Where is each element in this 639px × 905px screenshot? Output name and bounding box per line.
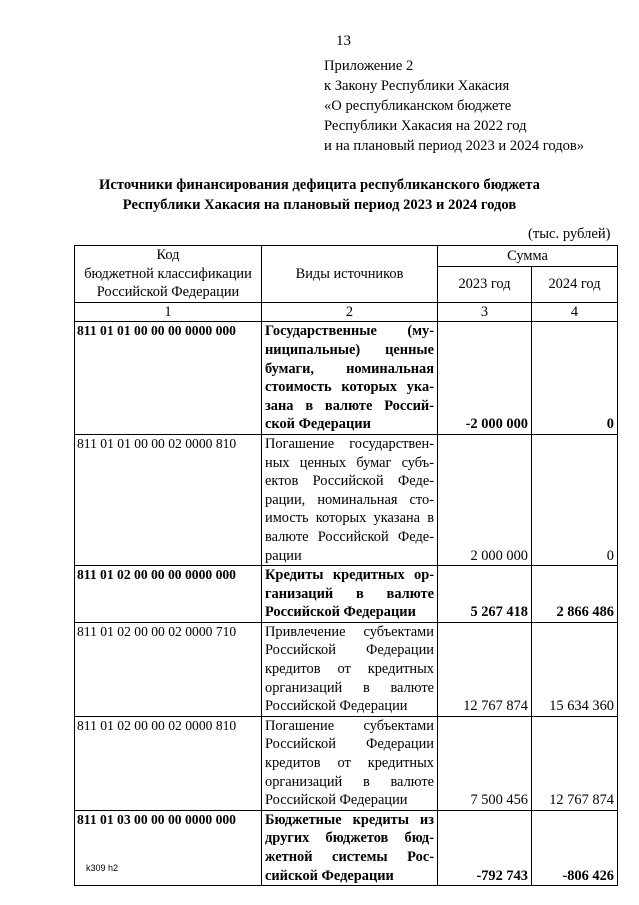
appendix-line: и на плановый период 2023 и 2024 годов» bbox=[324, 138, 585, 154]
desc-line: Государственные (му- bbox=[265, 323, 434, 340]
desc-line: Российской Федерации bbox=[265, 698, 408, 715]
row-code: 811 01 01 00 00 02 0000 810 bbox=[75, 434, 262, 565]
header-code-line: Код bbox=[156, 247, 180, 263]
header-year-2023: 2023 год bbox=[438, 267, 532, 303]
title-line: Источники финансирования дефицита республиканского бюджета bbox=[99, 177, 540, 193]
desc-line: организаций в валюте bbox=[265, 773, 434, 790]
desc-line: зана в валюте Россий- bbox=[265, 397, 434, 414]
row-amount-2024: 12 767 874 bbox=[532, 716, 618, 810]
table-row bbox=[75, 322, 618, 435]
desc-line: Погашение государствен- bbox=[265, 435, 434, 452]
row-code: 811 01 02 00 00 02 0000 810 bbox=[75, 716, 262, 810]
desc-line: Российской Федерации bbox=[265, 604, 416, 621]
row-description bbox=[262, 566, 438, 623]
desc-line: рации, номинальная сто- bbox=[265, 491, 434, 508]
appendix-line: Приложение 2 bbox=[324, 58, 414, 74]
row-description bbox=[262, 810, 438, 885]
row-amount-2023: -2 000 000 bbox=[438, 322, 532, 435]
row-code: 811 01 03 00 00 00 0000 000 bbox=[75, 810, 262, 885]
header-code-line: Российской Федерации bbox=[96, 284, 240, 301]
row-amount-2024: 15 634 360 bbox=[532, 622, 618, 716]
title-line: Республики Хакасия на плановый период 2023 и 2024 годов bbox=[122, 197, 517, 213]
appendix-line: Республики Хакасия на 2022 год bbox=[324, 118, 527, 134]
desc-line: ектов Российской Феде- bbox=[265, 473, 434, 490]
column-number: 4 bbox=[532, 302, 618, 322]
desc-line: организаций в валюте bbox=[265, 679, 434, 696]
desc-line: Российской Федерации bbox=[265, 736, 434, 753]
desc-line: Российской Федерации bbox=[265, 642, 434, 659]
header-sum: Сумма bbox=[438, 246, 618, 267]
row-amount-2024: 2 866 486 bbox=[532, 566, 618, 623]
table-row bbox=[75, 434, 618, 565]
row-description bbox=[262, 322, 438, 435]
desc-line: Привлечение субъектами bbox=[265, 623, 434, 640]
row-code: 811 01 02 00 00 00 0000 000 bbox=[75, 566, 262, 623]
desc-line: кредитов от кредитных bbox=[265, 755, 434, 772]
row-amount-2023: 7 500 456 bbox=[438, 716, 532, 810]
desc-line: кредитов от кредитных bbox=[265, 661, 434, 678]
financing-sources-table bbox=[74, 245, 618, 886]
row-code: 811 01 02 00 00 02 0000 710 bbox=[75, 622, 262, 716]
appendix-line: к Закону Республики Хакасия bbox=[324, 78, 510, 94]
row-amount-2023: 5 267 418 bbox=[438, 566, 532, 623]
appendix-line: «О республиканском бюджете bbox=[324, 98, 512, 114]
desc-line: рации bbox=[265, 547, 302, 564]
desc-line: имость которых указана в bbox=[265, 510, 434, 527]
row-amount-2024: 0 bbox=[532, 434, 618, 565]
header-year-2024: 2024 год bbox=[532, 267, 618, 303]
row-code: 811 01 01 00 00 00 0000 000 bbox=[75, 322, 262, 435]
row-description bbox=[262, 434, 438, 565]
desc-line: сийской Федерации bbox=[265, 867, 394, 884]
desc-line: ской Федерации bbox=[265, 416, 371, 433]
document-title bbox=[0, 175, 639, 215]
header-code-line: бюджетной классификации bbox=[84, 265, 252, 282]
row-description bbox=[262, 716, 438, 810]
unit-label: (тыс. рублей) bbox=[528, 226, 611, 242]
header-code bbox=[75, 246, 262, 303]
header-sources: Виды источников bbox=[262, 246, 438, 303]
desc-line: Бюджетные кредиты из bbox=[265, 811, 434, 828]
table-row bbox=[75, 566, 618, 623]
header-row bbox=[75, 246, 618, 267]
table-row bbox=[75, 716, 618, 810]
table-row bbox=[75, 622, 618, 716]
table-row bbox=[75, 810, 618, 885]
appendix-block bbox=[324, 56, 584, 156]
desc-line: Кредиты кредитных ор- bbox=[265, 567, 434, 584]
desc-line: бумаги, номинальная bbox=[265, 360, 434, 377]
row-amount-2023: 12 767 874 bbox=[438, 622, 532, 716]
footer-code: k309 h2 bbox=[86, 863, 119, 873]
column-number: 2 bbox=[262, 302, 438, 322]
desc-line: ганизаций в валюте bbox=[265, 585, 434, 602]
desc-line: других бюджетов бюд- bbox=[265, 830, 434, 847]
desc-line: ных ценных бумаг субъ- bbox=[265, 454, 434, 471]
desc-line: ниципальные) ценные bbox=[265, 341, 434, 358]
row-amount-2023: 2 000 000 bbox=[438, 434, 532, 565]
column-number: 1 bbox=[75, 302, 262, 322]
desc-line: жетной системы Рос- bbox=[265, 849, 434, 865]
desc-line: Погашение субъектами bbox=[265, 717, 434, 734]
column-numbers-row bbox=[75, 302, 618, 322]
column-number: 3 bbox=[438, 302, 532, 322]
desc-line: валюте Российской Феде- bbox=[265, 528, 434, 545]
page-number: 13 bbox=[336, 33, 351, 49]
row-description bbox=[262, 622, 438, 716]
row-amount-2024: -806 426 bbox=[532, 810, 618, 885]
desc-line: Российской Федерации bbox=[265, 792, 408, 809]
desc-line: стоимость которых ука- bbox=[265, 379, 434, 396]
row-amount-2023: -792 743 bbox=[438, 810, 532, 885]
row-amount-2024: 0 bbox=[532, 322, 618, 435]
